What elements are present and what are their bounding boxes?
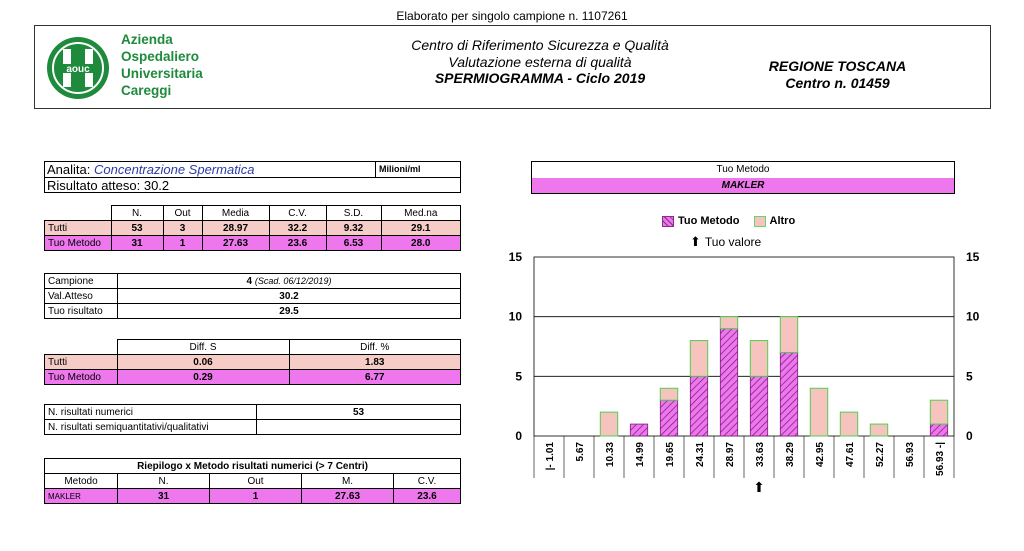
legend-label-tuo-metodo: Tuo Metodo [678,215,740,227]
stats-table [44,205,461,251]
x-tick-label: 56.93 -| [935,442,946,476]
header-center-line-1: Centro di Riferimento Sicurezza e Qualità [411,37,669,53]
diff-header-empty [45,340,118,355]
stats-row-label: Tuo Metodo [45,236,112,251]
diff-header-s: Diff. S [117,340,289,355]
stats-cell: 28.97 [202,221,269,236]
stats-cell: 31 [111,236,163,251]
bar-tuo-metodo [630,424,647,436]
org-line-1: Azienda [121,32,173,47]
bar-altro [930,400,947,424]
org-line-3: Universitaria [121,66,203,81]
summary-cell: 31 [118,489,210,504]
expected-value: 30.2 [143,178,170,193]
x-tick-label: 14.99 [635,442,646,468]
bar-altro [720,317,737,329]
counts-table [44,404,461,435]
bar-tuo-metodo [750,376,767,436]
your-result-row [45,304,461,319]
sample-number: 4 [246,275,253,287]
diff-row-tuo-metodo [45,370,461,385]
summary-cell: 23.6 [394,489,461,504]
expected-row-label: Val.Atteso [45,289,118,304]
stats-header-empty [45,206,112,221]
method-box-name: MAKLER [532,178,954,193]
summary-row [45,489,461,504]
stats-cell: 23.6 [269,236,326,251]
numeric-count-label: N. risultati numerici [45,405,257,420]
summary-header-mean: M. [302,474,394,489]
stats-header-out: Out [163,206,202,221]
diff-header-row [45,340,461,355]
summary-cell: 27.63 [302,489,394,504]
header-center-line-2: Valutazione esterna di qualità [448,54,632,70]
stats-header-median: Med.na [381,206,461,221]
stats-row-tutti [45,221,461,236]
bar-tuo-metodo [930,424,947,436]
diff-table [44,339,461,385]
analita-unit: Milioni/ml [375,162,460,177]
stats-cell: 27.63 [202,236,269,251]
up-arrow-icon: ⬆ [690,234,701,249]
x-tick-label: 33.63 [755,442,766,468]
y-tick-label-left: 15 [508,250,522,264]
bar-altro [690,341,707,377]
numeric-count-row [45,405,461,420]
method-summary-table [44,458,461,504]
analita-title [47,162,254,177]
stats-cell: 53 [111,221,163,236]
y-tick-label-right: 15 [966,250,980,264]
document-header [34,25,991,109]
summary-header-cv: C.V. [394,474,461,489]
stats-row-label: Tutti [45,221,112,236]
centre-number: Centro n. 01459 [785,75,890,91]
stats-cell: 6.53 [326,236,381,251]
expected-row-value: 30.2 [118,289,461,304]
hospital-logo-icon [45,35,111,101]
diff-cell: 0.06 [117,355,289,370]
x-tick-label: |- 1.01 [545,442,556,471]
x-tick-label: 19.65 [665,442,676,468]
stats-header-media: Media [202,206,269,221]
x-tick-label: 47.61 [845,442,856,468]
legend-swatch-altro [754,216,766,227]
diff-cell: 0.29 [117,370,289,385]
org-line-4: Careggi [121,83,172,98]
stats-row-tuo-metodo [45,236,461,251]
method-box-title: Tuo Metodo [532,162,954,179]
bar-tuo-metodo [720,329,737,436]
bar-altro [870,424,887,436]
x-tick-label: 42.95 [815,442,826,468]
method-box [531,161,955,194]
stats-cell: 1 [163,236,202,251]
diff-row-tutti [45,355,461,370]
expected-row [45,289,461,304]
x-tick-label: 56.93 [905,442,916,468]
stats-cell: 32.2 [269,221,326,236]
histogram-chart [490,245,1010,550]
marker-legend-label: Tuo valore [704,235,762,249]
stats-header-sd: S.D. [326,206,381,221]
your-result-label: Tuo risultato [45,304,118,319]
x-tick-label: 5.67 [575,442,586,462]
summary-header-n: N. [118,474,210,489]
semi-count-label: N. risultati semiquantitativi/qualitativi [45,420,257,435]
sample-label: Campione [45,274,118,289]
summary-header-row [45,474,461,489]
expected-result [47,178,169,193]
bar-tuo-metodo [780,352,797,436]
summary-title: Riepilogo x Metodo risultati numerici (> 7 Centri) [45,459,461,474]
diff-cell: 6.77 [289,370,461,385]
region-name: REGIONE TOSCANA [768,58,907,74]
x-tick-label: 24.31 [695,442,706,468]
x-tick-label: 52.27 [875,442,886,468]
summary-title-row [45,459,461,474]
summary-cell: 1 [210,489,302,504]
y-tick-label-left: 5 [515,369,522,384]
bar-tuo-metodo [660,400,677,436]
diff-row-label: Tuo Metodo [45,370,118,385]
your-result-value: 29.5 [118,304,461,319]
chart-plot-area [534,257,954,436]
bar-altro [660,388,677,400]
sample-table [44,273,461,319]
x-tick-label: 38.29 [785,442,796,468]
org-line-2: Ospedaliero [121,49,200,64]
diff-row-label: Tutti [45,355,118,370]
bar-altro [750,341,767,377]
stats-cell: 28.0 [381,236,461,251]
your-value-arrow-icon: ⬆ [753,480,765,496]
diff-header-pct: Diff. % [289,340,461,355]
semi-count-value [257,420,461,435]
bar-altro [600,412,617,436]
stats-cell: 3 [163,221,202,236]
analita-label: Analita: [47,162,91,177]
bar-altro [780,317,797,353]
sample-note: Elaborato per singolo campione n. 1107261 [396,9,628,23]
y-tick-label-right: 0 [966,429,973,443]
expected-label: Risultato atteso: [47,178,141,193]
x-tick-label: 10.33 [605,442,616,468]
stats-header-cv: C.V. [269,206,326,221]
bar-tuo-metodo [690,376,707,436]
y-tick-label-left: 0 [515,429,522,443]
analita-box [44,161,461,193]
analita-name: Concentrazione Spermatica [94,162,255,177]
y-tick-label-right: 10 [966,309,980,324]
summary-cell-method: MAKLER [45,489,118,504]
diff-cell: 1.83 [289,355,461,370]
y-tick-label-right: 5 [966,369,973,384]
legend-swatch-tuo-metodo [662,216,674,227]
bar-altro [840,412,857,436]
stats-cell: 9.32 [326,221,381,236]
summary-header-out: Out [210,474,302,489]
header-center-line-3: SPERMIOGRAMMA - Ciclo 2019 [434,70,646,86]
chart-legend [662,215,795,227]
stats-cell: 29.1 [381,221,461,236]
y-tick-label-left: 10 [508,309,522,324]
x-tick-label: 28.97 [725,442,736,468]
sample-expiry: (Scad. 06/12/2019) [254,275,332,286]
summary-header-method: Metodo [45,474,118,489]
stats-header-n: N. [111,206,163,221]
stats-header-row [45,206,461,221]
legend-label-altro: Altro [769,215,796,227]
logo-text: aouc [66,64,90,75]
bar-altro [810,388,827,436]
sample-row [45,274,461,289]
semi-count-row [45,420,461,435]
numeric-count-value: 53 [257,405,461,420]
